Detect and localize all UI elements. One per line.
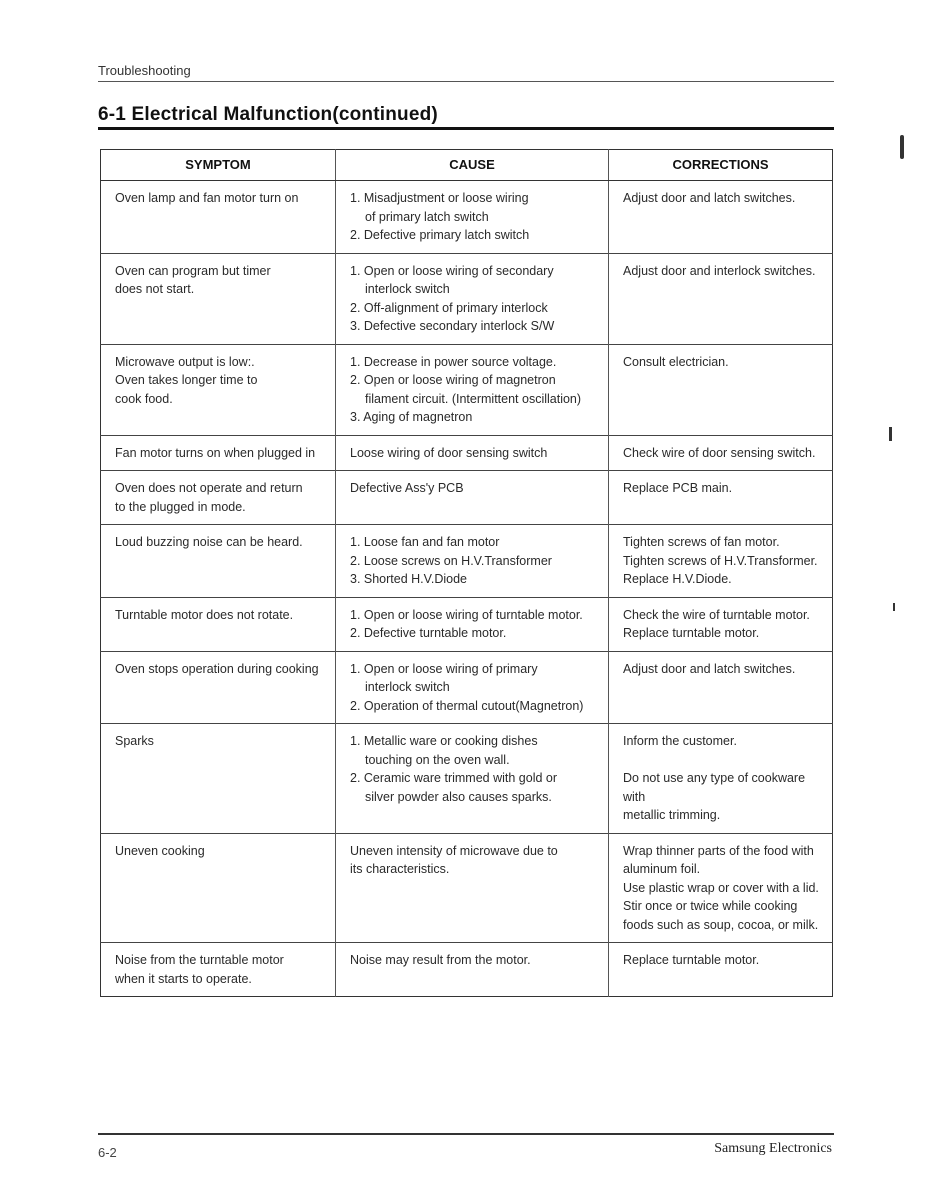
- correction-cell: [609, 943, 833, 997]
- symptom-line: Noise from the turntable motor: [115, 953, 284, 967]
- cause-line: 2. Off-alignment of primary interlock: [350, 300, 548, 315]
- correction-line: Check wire of door sensing switch.: [623, 445, 816, 460]
- symptom-cell: [101, 181, 336, 254]
- company-name: Samsung Electronics: [714, 1141, 832, 1156]
- cause-cell: [336, 597, 609, 651]
- symptom-line: Fan motor turns on when plugged in: [115, 445, 316, 460]
- symptom-line: Uneven cooking: [115, 843, 205, 858]
- table-row: [101, 435, 833, 471]
- cause-line: silver powder also causes sparks.: [365, 789, 552, 804]
- correction-line: Stir once or twice while cooking: [623, 899, 798, 913]
- correction-line: foods such as soup, cocoa, or milk.: [623, 917, 819, 932]
- symptom-cell: [101, 724, 336, 834]
- correction-cell: [609, 724, 833, 834]
- cause-line: Loose wiring of door sensing switch: [350, 445, 548, 460]
- cause-line: 2. Operation of thermal cutout(Magnetron): [350, 698, 584, 713]
- table-row: [101, 471, 833, 525]
- title-divider: [98, 127, 834, 130]
- cause-cell: [336, 724, 609, 834]
- cause-line: Noise may result from the motor.: [350, 953, 531, 967]
- table-row: [101, 525, 833, 598]
- header-divider: [98, 81, 834, 82]
- correction-line: metallic trimming.: [623, 808, 721, 822]
- correction-cell: [609, 181, 833, 254]
- symptom-line: when it starts to operate.: [115, 971, 252, 986]
- cause-cell: [336, 833, 609, 943]
- cause-line: Defective Ass'y PCB: [350, 481, 464, 495]
- cause-line: interlock switch: [365, 680, 450, 694]
- correction-line: Wrap thinner parts of the food with: [623, 843, 814, 858]
- cause-cell: [336, 651, 609, 724]
- symptom-line: Oven takes longer time to: [115, 373, 258, 387]
- cause-line: of primary latch switch: [365, 209, 489, 224]
- correction-line: Consult electrician.: [623, 354, 729, 369]
- cause-line: touching on the oven wall.: [365, 752, 510, 767]
- correction-line: aluminum foil.: [623, 862, 701, 876]
- symptom-line: Oven stops operation during cooking: [115, 661, 319, 676]
- cause-cell: [336, 181, 609, 254]
- symptom-line: Sparks: [115, 734, 154, 748]
- symptom-cell: [101, 471, 336, 525]
- correction-cell: [609, 597, 833, 651]
- symptom-cell: [101, 344, 336, 435]
- symptom-line: Oven does not operate and return: [115, 481, 303, 495]
- scan-mark: [900, 135, 904, 159]
- correction-line: Adjust door and latch switches.: [623, 191, 796, 205]
- cause-line: 1. Loose fan and fan motor: [350, 535, 500, 549]
- correction-line: Use plastic wrap or cover with a lid.: [623, 880, 819, 895]
- symptom-line: Oven can program but timer: [115, 263, 271, 278]
- section-label: Troubleshooting: [98, 63, 191, 78]
- table-row: [101, 651, 833, 724]
- correction-line: Adjust door and latch switches.: [623, 661, 796, 676]
- cause-cell: [336, 525, 609, 598]
- correction-line: Do not use any type of cookware with: [623, 771, 806, 804]
- table-header-row: [101, 150, 833, 181]
- correction-line: [623, 751, 822, 770]
- correction-line: Replace PCB main.: [623, 481, 733, 495]
- correction-cell: [609, 833, 833, 943]
- correction-line: Replace turntable motor.: [623, 626, 760, 640]
- scan-mark: [893, 603, 895, 611]
- correction-cell: [609, 344, 833, 435]
- cause-cell: [336, 471, 609, 525]
- cause-line: 1. Metallic ware or cooking dishes: [350, 734, 538, 748]
- correction-cell: [609, 253, 833, 344]
- symptom-line: Microwave output is low:.: [115, 354, 255, 369]
- symptom-cell: [101, 833, 336, 943]
- cause-line: 2. Open or loose wiring of magnetron: [350, 373, 556, 387]
- cause-cell: [336, 253, 609, 344]
- cause-cell: [336, 435, 609, 471]
- cause-line: interlock switch: [365, 282, 450, 296]
- cause-line: 1. Open or loose wiring of primary: [350, 661, 538, 676]
- cause-line: 1. Misadjustment or loose wiring: [350, 191, 529, 205]
- correction-line: Check the wire of turntable motor.: [623, 607, 810, 622]
- cause-line: 1. Open or loose wiring of turntable motor.: [350, 607, 583, 622]
- symptom-line: to the plugged in mode.: [115, 499, 246, 514]
- symptom-cell: [101, 525, 336, 598]
- correction-cell: [609, 471, 833, 525]
- cause-line: 2. Defective turntable motor.: [350, 626, 507, 640]
- table-row: [101, 724, 833, 834]
- table-row: [101, 253, 833, 344]
- cause-line: Uneven intensity of microwave due to: [350, 843, 558, 858]
- cause-line: 3. Shorted H.V.Diode: [350, 572, 467, 586]
- symptom-cell: [101, 253, 336, 344]
- correction-cell: [609, 525, 833, 598]
- cause-line: 2. Loose screws on H.V.Transformer: [350, 553, 552, 568]
- symptom-cell: [101, 597, 336, 651]
- symptom-cell: [101, 943, 336, 997]
- symptom-line: cook food.: [115, 391, 173, 406]
- cause-line: 2. Ceramic ware trimmed with gold or: [350, 771, 558, 785]
- correction-cell: [609, 651, 833, 724]
- correction-line: Tighten screws of fan motor.: [623, 535, 780, 549]
- symptom-line: Loud buzzing noise can be heard.: [115, 535, 303, 549]
- page-number: 6-2: [98, 1145, 117, 1160]
- cause-line: 2. Defective primary latch switch: [350, 228, 530, 242]
- footer-divider: [98, 1133, 834, 1135]
- scan-mark: [889, 427, 892, 441]
- troubleshooting-table: [100, 149, 833, 997]
- cause-line: filament circuit. (Intermittent oscillation): [365, 391, 582, 406]
- cause-line: 3. Aging of magnetron: [350, 410, 473, 424]
- cause-line: its characteristics.: [350, 862, 450, 876]
- correction-line: Tighten screws of H.V.Transformer.: [623, 553, 818, 568]
- column-header-cause: CAUSE: [336, 150, 609, 181]
- table-row: [101, 181, 833, 254]
- table-row: [101, 943, 833, 997]
- correction-line: Inform the customer.: [623, 734, 737, 748]
- cause-line: 3. Defective secondary interlock S/W: [350, 319, 555, 333]
- symptom-line: Turntable motor does not rotate.: [115, 607, 294, 622]
- table-row: [101, 597, 833, 651]
- cause-line: 1. Open or loose wiring of secondary: [350, 263, 554, 278]
- cause-cell: [336, 344, 609, 435]
- correction-line: Replace turntable motor.: [623, 953, 760, 967]
- column-header-corrections: CORRECTIONS: [609, 150, 833, 181]
- symptom-cell: [101, 435, 336, 471]
- page-title: 6-1 Electrical Malfunction(continued): [98, 104, 438, 125]
- symptom-line: Oven lamp and fan motor turn on: [115, 191, 299, 205]
- correction-line: Adjust door and interlock switches.: [623, 263, 816, 278]
- cause-cell: [336, 943, 609, 997]
- cause-line: 1. Decrease in power source voltage.: [350, 354, 557, 369]
- correction-cell: [609, 435, 833, 471]
- correction-line: Replace H.V.Diode.: [623, 572, 732, 586]
- table-row: [101, 344, 833, 435]
- symptom-line: does not start.: [115, 282, 195, 296]
- symptom-cell: [101, 651, 336, 724]
- column-header-symptom: SYMPTOM: [101, 150, 336, 181]
- table-row: [101, 833, 833, 943]
